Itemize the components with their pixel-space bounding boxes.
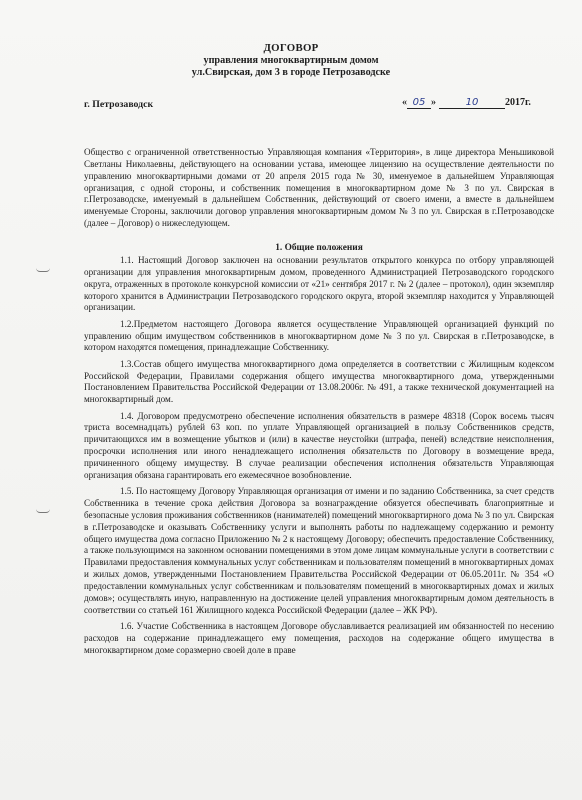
date-day-handwritten: 05 — [407, 98, 431, 109]
section-clauses — [84, 255, 554, 661]
clause-1-6: 1.6. Участие Собственника в настоящем Договоре обуславливается реализацией им обязанностей по несению расходов на содержание принадлежащего ему помещения, расходов на содержание общего имущества в многоквартирном доме соразмерно своей доле в праве — [84, 620, 554, 655]
signing-date — [402, 97, 531, 109]
date-year: 2017г. — [505, 97, 531, 108]
clause-1-1: 1.1. Настоящий Договор заключен на основании результатов открытого конкурса по отбору управляющей организации для управления многоквартирным домом, проведенного Администрацией Петрозаводского городского округа, отраженных в протоколе конкурсной комиссии от «21» сентября 2017 г. № 2 (далее – протокол), один экземпляр которого хранится в Администрации Петрозаводского городского округа, второй экземпляр находится у Управляющей организации. — [84, 255, 554, 313]
clause-1-4: 1.4. Договором предусмотрено обеспечение исполнения обязательств в размере 48318 (Сорок восемь тысяч триста восемнадцать) рублей 63 коп. по уплате Управляющей организацией в пользу Собственников средств, причитающихся им в возмещение убытков и (или) в качестве неустойки (штрафа, пеней) вследствие неисполнения, просрочки исполнения или иного ненадлежащего исполнения обязательств по Договору в возмещение вреда, причиненного общему имуществу. В случае реализации обеспечения исполнения обязательств Управляющая организация обязана гарантировать его ежемесячное возобновление. — [84, 410, 554, 480]
clause-1-5: 1.5. По настоящему Договору Управляющая организация от имени и по заданию Собственника, за счет средств Собственника в течение срока действия Договора за вознаграждение обязуется обеспечивать благоприятные и безопасные условия проживания собственников (нанимателей) помещений многоквартирного дома № 3 по ул. Свирская в г.Петрозаводске и оказывать Собственнику услуги и выполнять работы по надлежащему содержанию и ремонту общего имущества дома согласно Приложению № 2 к настоящему Договору; обеспечить предоставление Собственнику, а также пользующимся на законном основании помещениями в этом доме лицам коммунальные услуги в соответствии с Правилами предоставления коммунальных услуг собственникам и пользователям помещений в многоквартирных домах и жилых домов, утвержденными Постановлением Правительства Российской Федерации от 06.05.2011г. № 354 «О предоставлении коммунальных услуг собственникам и пользователям помещений в многоквартирных домах и жилых домов»; осуществлять иную, направленную на достижение целей управления многоквартирным домом деятельность в соответствии со статьей 161 Жилищного кодекса Российской Федерации (далее – ЖК РФ). — [84, 486, 554, 615]
document-address: ул.Свирская, дом 3 в городе Петрозаводске — [191, 67, 391, 78]
date-open-quote: « — [402, 97, 407, 108]
place-of-signing: г. Петрозаводск — [84, 99, 154, 110]
preamble-paragraph — [84, 147, 554, 230]
preamble-text: Общество с ограниченной ответственностью Управляющая компания «Территория», в лице директора Меньшиковой Светланы Николаевны, действующего на основании устава, имеющее лицензию на осуществление деятельности по управлению многоквартирными домами от 20 апреля 2015 года № 30, именуемое в дальнейшем Управляющая организация, с одной стороны, и собственник помещения в многоквартирном доме № 3 по ул. Свирская в г.Петрозаводске, именуемый в дальнейшем Собственник, действующий от своего имени, а вместе в дальнейшем именуемые Стороны, заключили договор управления многоквартирным домом № 3 по ул. Свирская в г.Петрозаводске (далее – Договор) о нижеследующем. — [84, 147, 554, 229]
document-subtitle: управления многоквартирным домом — [203, 55, 379, 66]
date-month-handwritten: 10 — [439, 98, 505, 109]
date-close-quote: » — [431, 97, 436, 108]
binding-hole-mark — [36, 509, 50, 513]
binding-hole-mark — [36, 268, 50, 272]
section-heading: 1. Общие положения — [275, 243, 363, 253]
document-title: ДОГОВОР — [263, 42, 319, 54]
clause-1-2: 1.2.Предметом настоящего Договора является осуществление Управляющей организацией функций по управлению общим имуществом собственников в многоквартирном доме № 3 по ул. Свирская в г.Петрозаводске, в котором находятся помещения, принадлежащие Собственнику. — [84, 318, 554, 353]
clause-1-3: 1.3.Состав общего имущества многоквартирного дома определяется в соответствии с Жилищным кодексом Российской Федерации, Правилами содержания общего имущества многоквартирного дома, утвержденными Постановлением Правительства Российской Федерации от 13.08.2006г. № 491, а также технической документацией на многоквартирный дом. — [84, 358, 554, 405]
